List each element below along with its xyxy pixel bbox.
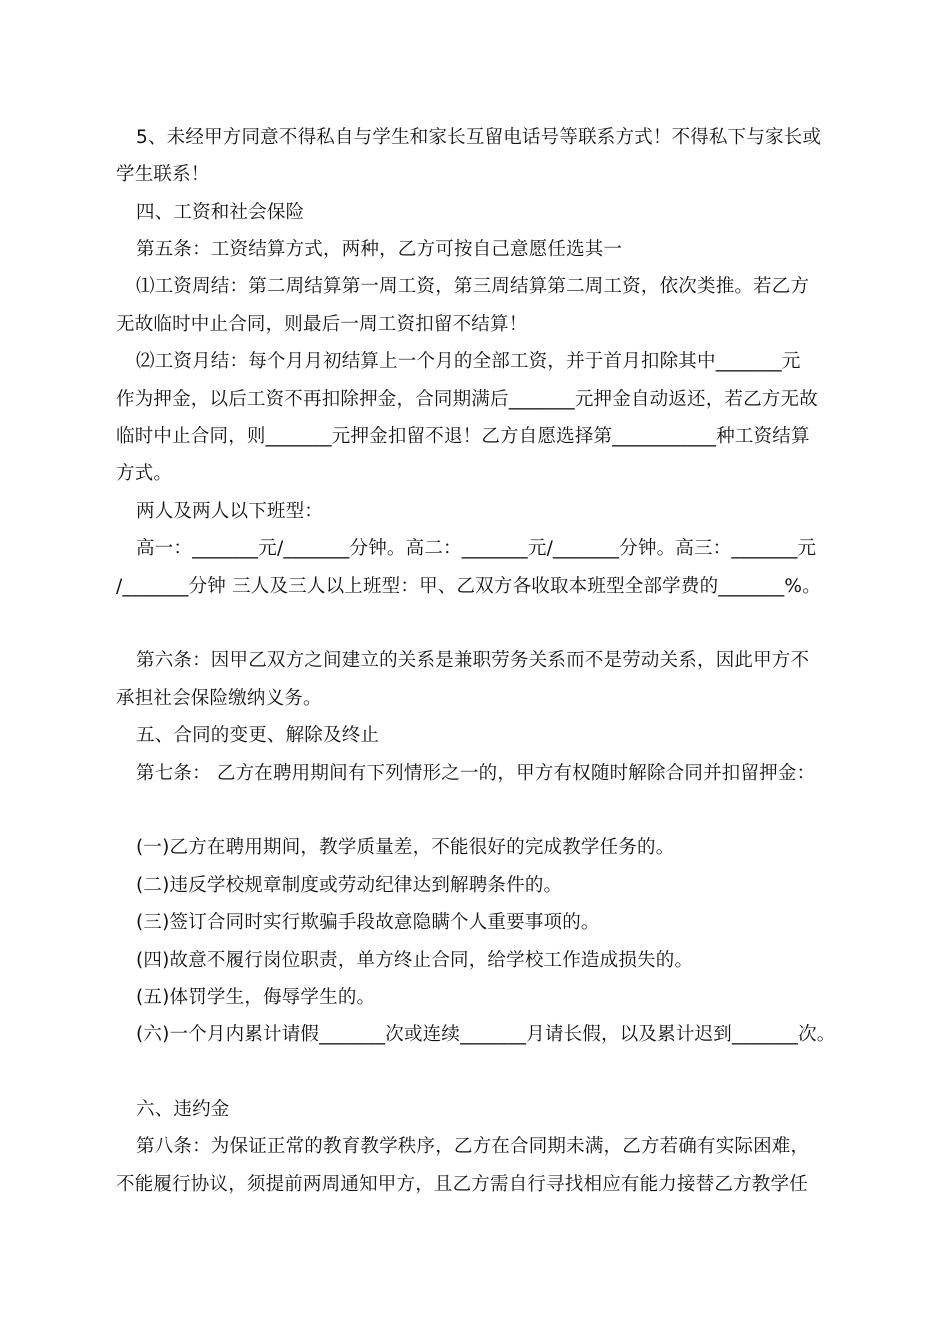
text-line: 不能履行协议，须提前两周通知甲方，且乙方需自行寻找相应有能力接替乙方教学任 bbox=[116, 1174, 808, 1195]
text-line: 临时中止合同，则_______元押金扣留不退！乙方自愿选择第___________种工资结算 bbox=[116, 426, 810, 447]
list-item: (四)故意不履行岗位职责，单方终止合同，给学校工作造成损失的。 bbox=[136, 950, 694, 971]
text-line: ⑵工资月结：每个月月初结算上一个月的全部工资，并于首月扣除其中_______元 bbox=[136, 351, 801, 372]
text-line: 第五条：工资结算方式，两种，乙方可按自己意愿任选其一 bbox=[136, 239, 623, 260]
text-line: 作为押金，以后工资不再扣除押金，合同期满后_______元押金自动返还，若乙方无故 bbox=[116, 389, 818, 410]
text-line: 高一：_______元/_______分钟。高二：_______元/_______分钟。高三：_______元 bbox=[136, 538, 817, 559]
list-item: (二)违反学校规章制度或劳动纪律达到解聘条件的。 bbox=[136, 875, 563, 896]
section-heading: 五、合同的变更、解除及终止 bbox=[136, 725, 380, 746]
section-heading: 六、违约金 bbox=[136, 1099, 230, 1120]
section-heading: 四、工资和社会保险 bbox=[136, 202, 305, 223]
text-line: 第七条： 乙方在聘用期间有下列情形之一的，甲方有权随时解除合同并扣留押金： bbox=[136, 763, 816, 784]
text-line: 第六条：因甲乙双方之间建立的关系是兼职劳务关系而不是劳动关系，因此甲方不 bbox=[136, 650, 810, 671]
text-line: 两人及两人以下班型： bbox=[136, 501, 324, 522]
text-line: ⑴工资周结：第二周结算第一周工资，第三周结算第二周工资，依次类推。若乙方 bbox=[136, 276, 810, 297]
list-item: (五)体罚学生，侮辱学生的。 bbox=[136, 987, 376, 1008]
text-line: 无故临时中止合同，则最后一周工资扣留不结算！ bbox=[116, 314, 528, 335]
list-item: (六)一个月内累计请假_______次或连续_______月请长假，以及累计迟到_______次。 bbox=[136, 1024, 836, 1045]
text-line: 第八条：为保证正常的教育教学秩序，乙方在合同期未满，乙方若确有实际困难， bbox=[136, 1136, 810, 1157]
text-line: /_______分钟 三人及三人以上班型：甲、乙双方各收取本班型全部学费的_______%。 bbox=[116, 576, 821, 597]
list-item: (一)乙方在聘用期间，教学质量差，不能很好的完成教学任务的。 bbox=[136, 837, 675, 858]
list-item: (三)签订合同时实行欺骗手段故意隐瞒个人重要事项的。 bbox=[136, 912, 600, 933]
text-line: 方式。 bbox=[116, 463, 173, 484]
text-line: 学生联系！ bbox=[116, 164, 210, 185]
text-line: 承担社会保险缴纳义务。 bbox=[116, 688, 322, 709]
text-line: 5、未经甲方同意不得私自与学生和家长互留电话号等联系方式！不得私下与家长或 bbox=[136, 127, 822, 148]
